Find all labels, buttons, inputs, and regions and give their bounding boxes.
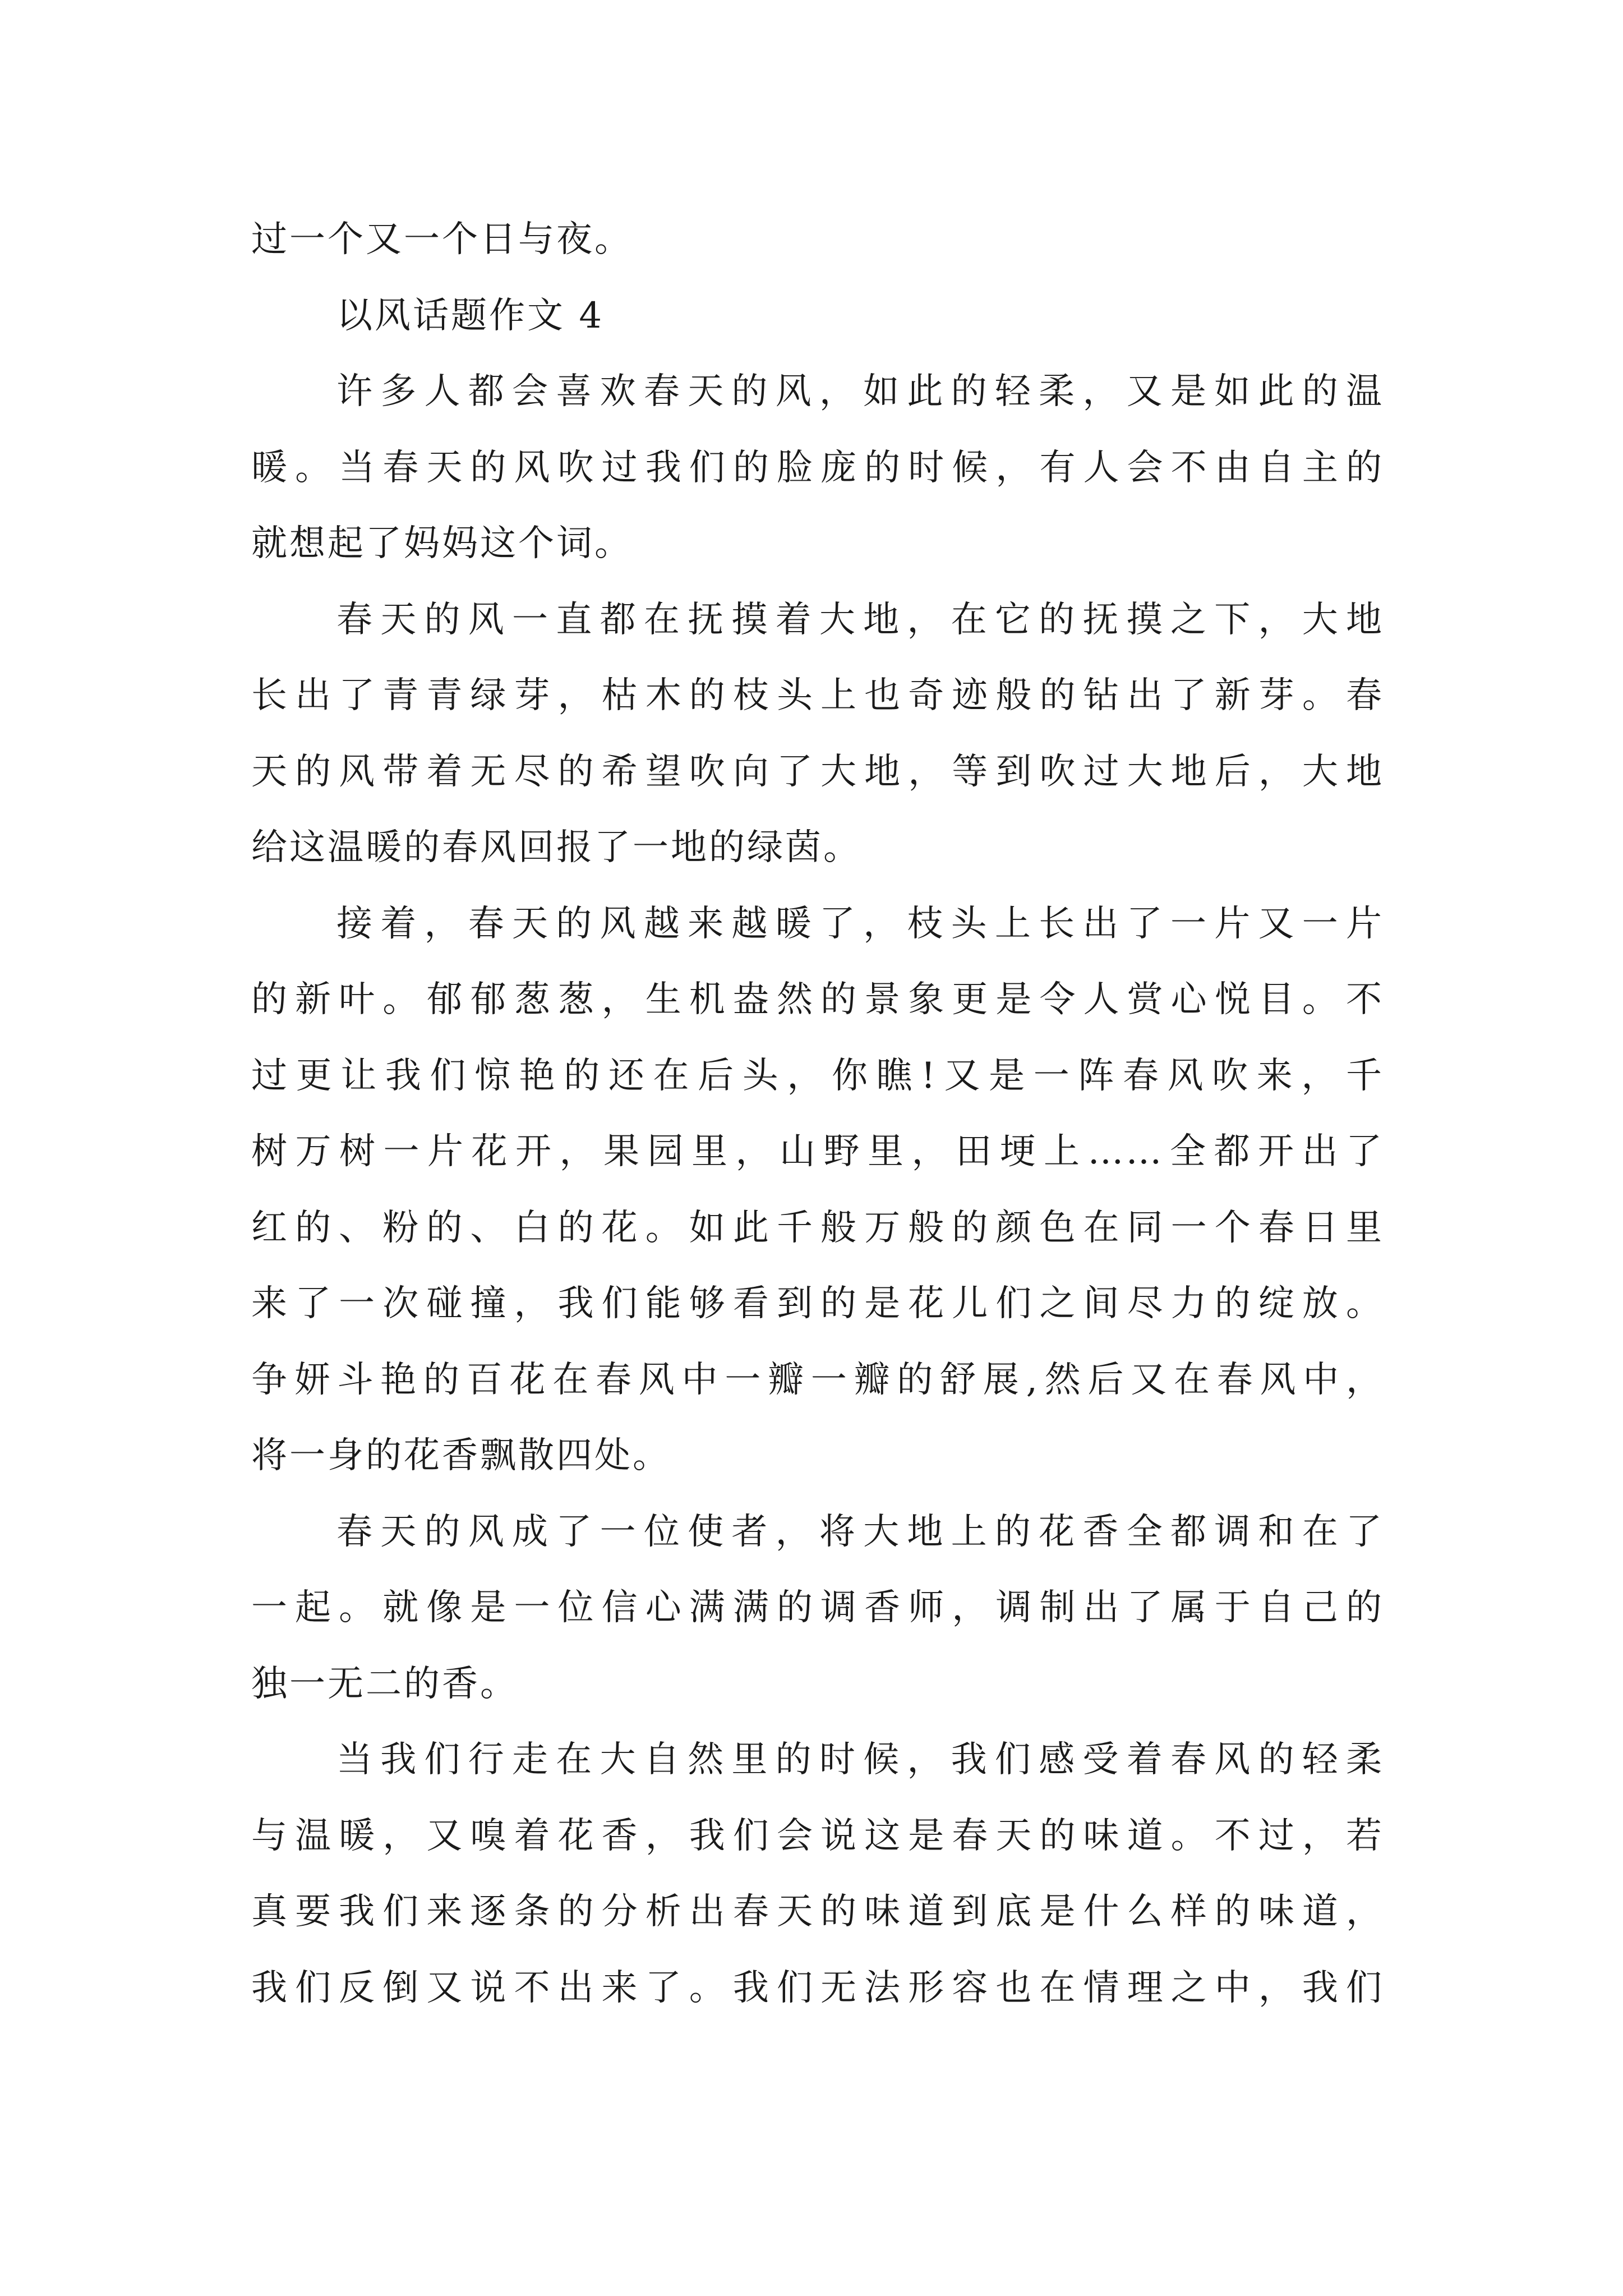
text-line: 争妍斗艳的百花在春风中一瓣一瓣的舒展,然后又在春风中， bbox=[251, 1359, 1384, 1401]
text-line: 过一个又一个日与夜。 bbox=[251, 219, 633, 260]
text-line: 我们反倒又说不出来了。我们无法形容也在情理之中，我们 bbox=[251, 1967, 1384, 2009]
text-line: 当我们行走在大自然里的时候，我们感受着春风的轻柔 bbox=[336, 1739, 1384, 1780]
text-line: 暖。当春天的风吹过我们的脸庞的时候，有人会不由自主的 bbox=[251, 447, 1384, 489]
text-line: 红的、粉的、白的花。如此千般万般的颜色在同一个春日里 bbox=[251, 1207, 1384, 1249]
section-heading: 以风话题作文 4 bbox=[336, 295, 605, 337]
document-body bbox=[251, 202, 1384, 2026]
text-line: 接着，春天的风越来越暖了，枝头上长出了一片又一片 bbox=[336, 903, 1384, 945]
text-line: 过更让我们惊艳的还在后头，你瞧!又是一阵春风吹来，千 bbox=[251, 1055, 1384, 1097]
text-line: 天的风带着无尽的希望吹向了大地，等到吹过大地后，大地 bbox=[251, 751, 1384, 793]
text-line: 真要我们来逐条的分析出春天的味道到底是什么样的味道， bbox=[251, 1891, 1384, 1932]
text-line: 与温暖，又嗅着花香，我们会说这是春天的味道。不过，若 bbox=[251, 1815, 1384, 1857]
text-line: 一起。就像是一位信心满满的调香师，调制出了属于自己的 bbox=[251, 1587, 1384, 1628]
text-line: 就想起了妈妈这个词。 bbox=[251, 523, 633, 564]
text-line: 独一无二的香。 bbox=[251, 1663, 518, 1705]
text-line: 长出了青青绿芽，枯木的枝头上也奇迹般的钻出了新芽。春 bbox=[251, 675, 1384, 716]
text-line: 将一身的花香飘散四处。 bbox=[251, 1435, 671, 1476]
text-line: 许多人都会喜欢春天的风，如此的轻柔，又是如此的温 bbox=[336, 371, 1384, 412]
text-line: 春天的风一直都在抚摸着大地，在它的抚摸之下，大地 bbox=[336, 599, 1384, 641]
text-line: 树万树一片花开，果园里，山野里，田埂上……全都开出了 bbox=[251, 1131, 1384, 1172]
text-line: 来了一次碰撞，我们能够看到的是花儿们之间尽力的绽放。 bbox=[251, 1283, 1384, 1324]
text-line: 的新叶。郁郁葱葱，生机盎然的景象更是令人赏心悦目。不 bbox=[251, 979, 1384, 1020]
text-line: 给这温暖的春风回报了一地的绿茵。 bbox=[251, 827, 861, 868]
text-line: 春天的风成了一位使者，将大地上的花香全都调和在了 bbox=[336, 1511, 1384, 1553]
